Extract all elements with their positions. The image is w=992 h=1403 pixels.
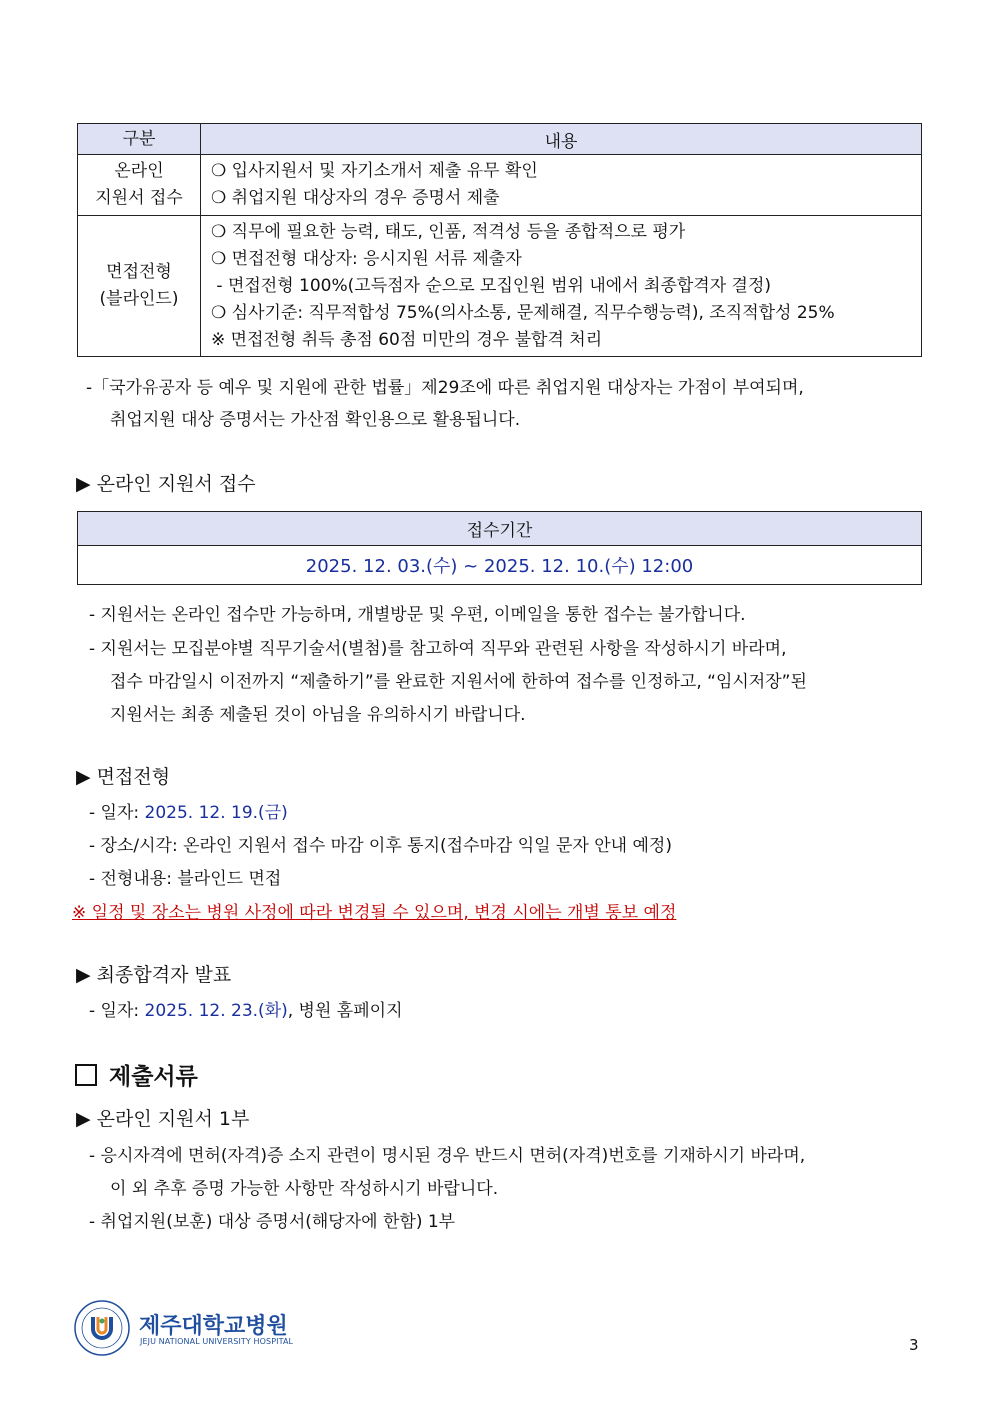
table-header-category: 구분 <box>78 124 201 155</box>
period-header: 접수기간 <box>78 512 922 546</box>
list-item: ※ 면접전형 취득 총점 60점 미만의 경우 불합격 처리 <box>211 329 603 350</box>
list-item: ❍ 입사지원서 및 자기소개서 제출 유무 확인 <box>211 161 538 181</box>
online-bullet-1: - 지원서는 온라인 접수만 가능하며, 개별방문 및 우편, 이메일을 통한 접수는 불가합니다. <box>89 605 746 625</box>
interview-notice: ※ 일정 및 장소는 병원 사정에 따라 변경될 수 있으며, 변경 시에는 개별 통보 예정 <box>72 903 677 923</box>
note-line-2: 취업지원 대상 증명서는 가산점 확인용으로 활용됩니다. <box>110 410 521 430</box>
hospital-emblem-icon <box>73 1299 131 1357</box>
interview-content: - 전형내용: 블라인드 면접 <box>89 869 282 889</box>
docs-bullet-1: - 응시자격에 면허(자격)증 소지 관련이 명시된 경우 반드시 면허(자격)번호를 기재하시기 바라며, <box>89 1146 806 1166</box>
row-content-online <box>201 155 922 216</box>
list-item: ❍ 심사기준: 직무적합성 75%(의사소통, 문제해결, 직무수행능력), 조직적합성 25% <box>211 302 835 323</box>
list-item: - 면접전형 100%(고득점자 순으로 모집인원 범위 내에서 최종합격자 결정) <box>211 275 772 296</box>
online-bullet-2-cont: 접수 마감일시 이전까지 “제출하기”를 완료한 지원서에 한하여 접수를 인정하고, “임시저장”된 <box>110 672 807 692</box>
table-header-content: 내용 <box>201 124 922 155</box>
row-content-interview <box>201 216 922 357</box>
period-value: 2025. 12. 03.(수) ~ 2025. 12. 10.(수) 12:00 <box>78 546 922 585</box>
section-heading-online: ▶ 온라인 지원서 접수 <box>76 473 256 495</box>
period-table <box>77 511 922 585</box>
online-bullet-2-cont: 지원서는 최종 제출된 것이 아님을 유의하시기 바랍니다. <box>110 705 526 725</box>
row-label-interview: 면접전형 (블라인드) <box>78 216 201 357</box>
section-heading-interview: ▶ 면접전형 <box>76 766 171 788</box>
page-number: 3 <box>909 1336 919 1354</box>
online-bullet-2: - 지원서는 모집분야별 직무기술서(별첨)를 참고하여 직무와 관련된 사항을 작성하시기 바라며, <box>89 639 787 659</box>
docs-bullet-2: - 취업지원(보훈) 대상 증명서(해당자에 한함) 1부 <box>89 1212 456 1232</box>
section-heading-final: ▶ 최종합격자 발표 <box>76 964 232 986</box>
row-label-online: 온라인 지원서 접수 <box>78 155 201 216</box>
hospital-name-ko: 제주대학교병원 <box>139 1314 288 1339</box>
docs-bullet-1-cont: 이 외 추후 증명 가능한 사항만 작성하시기 바랍니다. <box>110 1179 499 1199</box>
section-heading-docs: ▶ 온라인 지원서 1부 <box>76 1108 250 1130</box>
list-item: ❍ 취업지원 대상자의 경우 증명서 제출 <box>211 188 500 208</box>
interview-date: - 일자: 2025. 12. 19.(금) <box>89 803 288 823</box>
list-item: ❍ 직무에 필요한 능력, 태도, 인품, 적격성 등을 종합적으로 평가 <box>211 221 686 242</box>
final-date: - 일자: 2025. 12. 23.(화), 병원 홈페이지 <box>89 1001 403 1021</box>
list-item: ❍ 면접전형 대상자: 응시지원 서류 제출자 <box>211 248 522 269</box>
section-title-documents: 제출서류 <box>75 1062 198 1092</box>
screening-table <box>77 123 922 357</box>
hospital-name-en: JEJU NATIONAL UNIVERSITY HOSPITAL <box>140 1337 294 1346</box>
note-line-1: -「국가유공자 등 예우 및 지원에 관한 법률」제29조에 따른 취업지원 대상자는 가점이 부여되며, <box>86 378 804 398</box>
interview-place: - 장소/시각: 온라인 지원서 접수 마감 이후 통지(접수마감 익일 문자 안내 예정) <box>89 836 672 856</box>
checkbox-square-icon <box>75 1064 97 1086</box>
